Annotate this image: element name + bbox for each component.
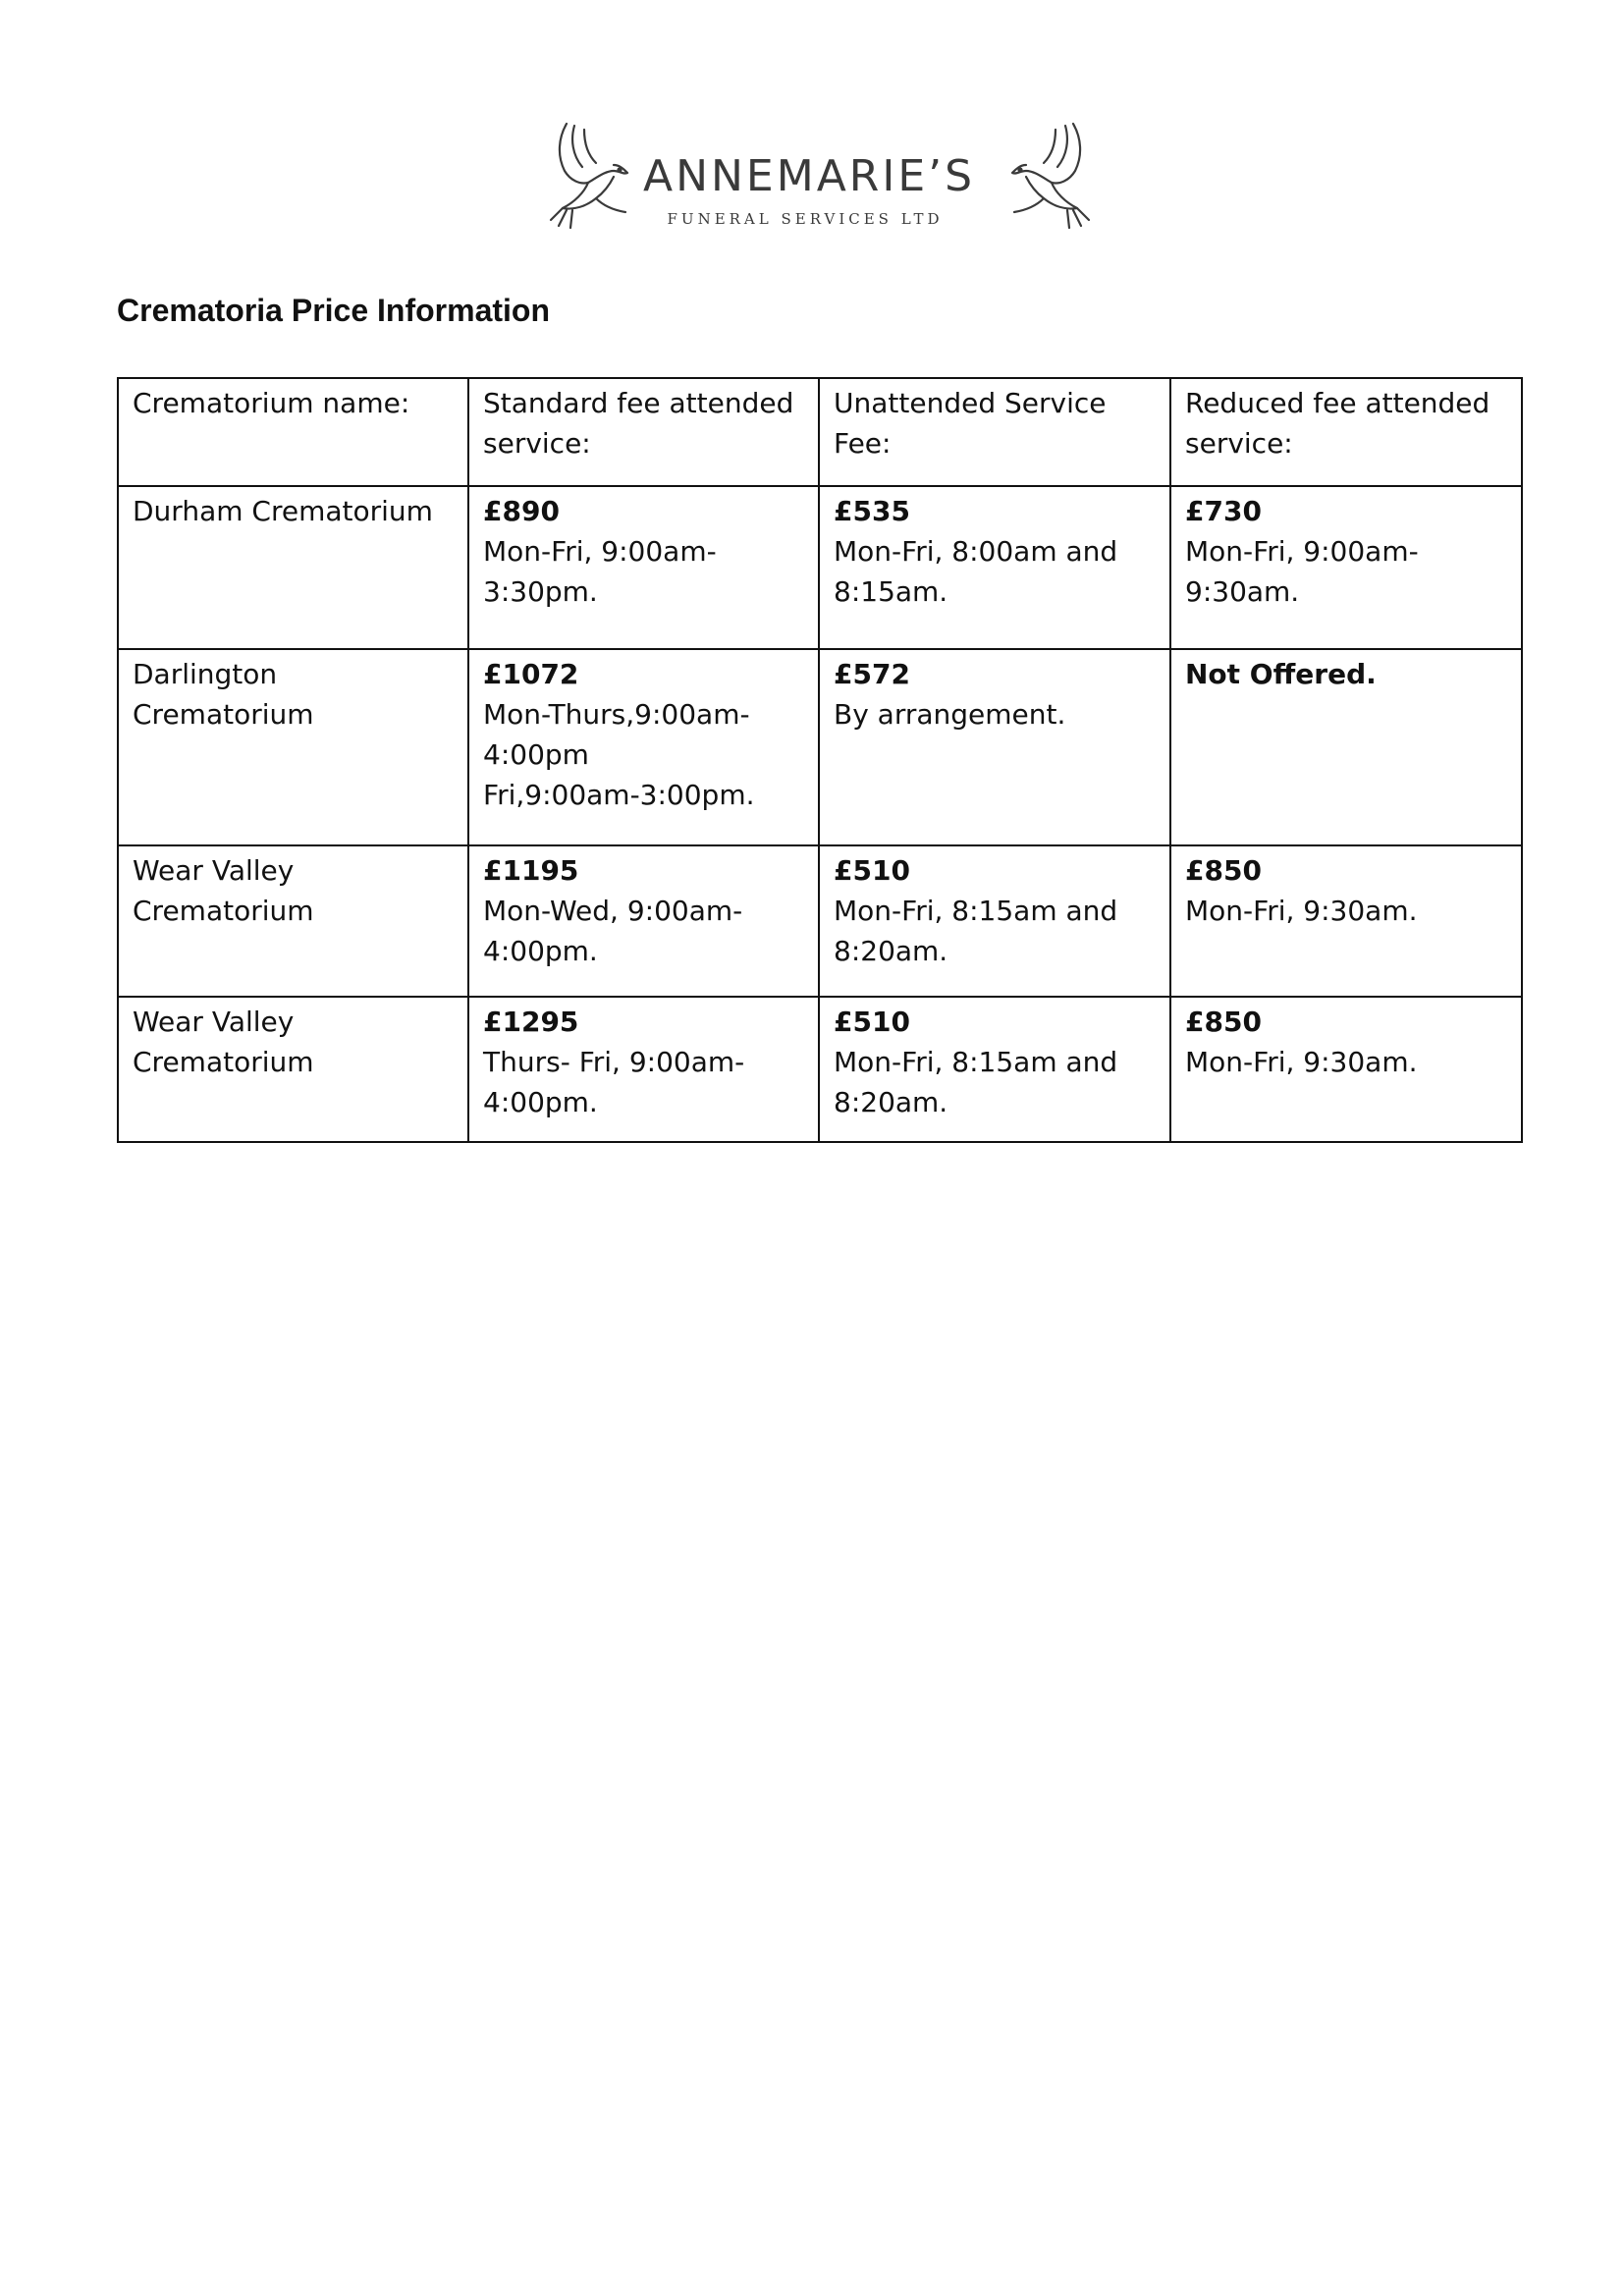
- reduced-times: Mon-Fri, 9:00am-9:30am.: [1185, 535, 1419, 608]
- crematorium-name: Wear Valley Crematorium: [118, 997, 468, 1142]
- table-row: [118, 649, 1522, 845]
- page-title: Crematoria Price Information: [117, 293, 550, 328]
- standard-price: £1195: [483, 854, 579, 887]
- unattended-price: £510: [834, 1006, 910, 1038]
- logo-subtitle: FUNERAL SERVICES LTD: [667, 210, 944, 228]
- crematorium-name: Durham Crematorium: [118, 486, 468, 649]
- reduced-price: £850: [1185, 1006, 1262, 1038]
- unattended-price: £535: [834, 495, 910, 527]
- unattended-times: Mon-Fri, 8:00am and 8:15am.: [834, 535, 1118, 608]
- crematorium-name: Darlington Crematorium: [118, 649, 468, 845]
- unattended-times: Mon-Fri, 8:15am and 8:20am.: [834, 895, 1118, 967]
- standard-price: £1295: [483, 1006, 579, 1038]
- standard-fee-cell: [468, 845, 819, 997]
- unattended-price: £510: [834, 854, 910, 887]
- standard-times: Thurs- Fri, 9:00am-4:00pm.: [483, 1046, 745, 1118]
- header-reduced-fee: Reduced fee attended service:: [1170, 378, 1522, 486]
- standard-fee-cell: [468, 486, 819, 649]
- logo-name: ANNEMARIE’S: [643, 151, 976, 201]
- reduced-price: £850: [1185, 854, 1262, 887]
- standard-times: Mon-Wed, 9:00am-4:00pm.: [483, 895, 743, 967]
- dove-icon: [545, 116, 643, 239]
- standard-fee-cell: [468, 997, 819, 1142]
- reduced-not-offered: Not Offered.: [1185, 658, 1377, 690]
- reduced-fee-cell: [1170, 486, 1522, 649]
- table-row: [118, 845, 1522, 997]
- header-standard-fee: Standard fee attended service:: [468, 378, 819, 486]
- unattended-fee-cell: [819, 997, 1170, 1142]
- reduced-times: Mon-Fri, 9:30am.: [1185, 1046, 1418, 1078]
- reduced-fee-cell: [1170, 649, 1522, 845]
- standard-fee-cell: [468, 649, 819, 845]
- reduced-fee-cell: [1170, 997, 1522, 1142]
- standard-times: Mon-Fri, 9:00am-3:30pm.: [483, 535, 717, 608]
- unattended-fee-cell: [819, 649, 1170, 845]
- unattended-price: £572: [834, 658, 910, 690]
- header-unattended-fee: Unattended Service Fee:: [819, 378, 1170, 486]
- dove-icon: [997, 116, 1095, 239]
- unattended-times: By arrangement.: [834, 698, 1066, 731]
- company-logo: [545, 116, 1095, 239]
- reduced-fee-cell: [1170, 845, 1522, 997]
- standard-times: Mon-Thurs,9:00am-4:00pm Fri,9:00am-3:00pm.: [483, 698, 755, 811]
- unattended-fee-cell: [819, 486, 1170, 649]
- table-row: [118, 997, 1522, 1142]
- unattended-times: Mon-Fri, 8:15am and 8:20am.: [834, 1046, 1118, 1118]
- crematorium-name: Wear Valley Crematorium: [118, 845, 468, 997]
- table-row: [118, 486, 1522, 649]
- header-crematorium-name: Crematorium name:: [118, 378, 468, 486]
- standard-price: £1072: [483, 658, 579, 690]
- standard-price: £890: [483, 495, 560, 527]
- reduced-times: Mon-Fri, 9:30am.: [1185, 895, 1418, 927]
- unattended-fee-cell: [819, 845, 1170, 997]
- reduced-price: £730: [1185, 495, 1262, 527]
- crematoria-price-table: [117, 377, 1523, 1143]
- table-header-row: [118, 378, 1522, 486]
